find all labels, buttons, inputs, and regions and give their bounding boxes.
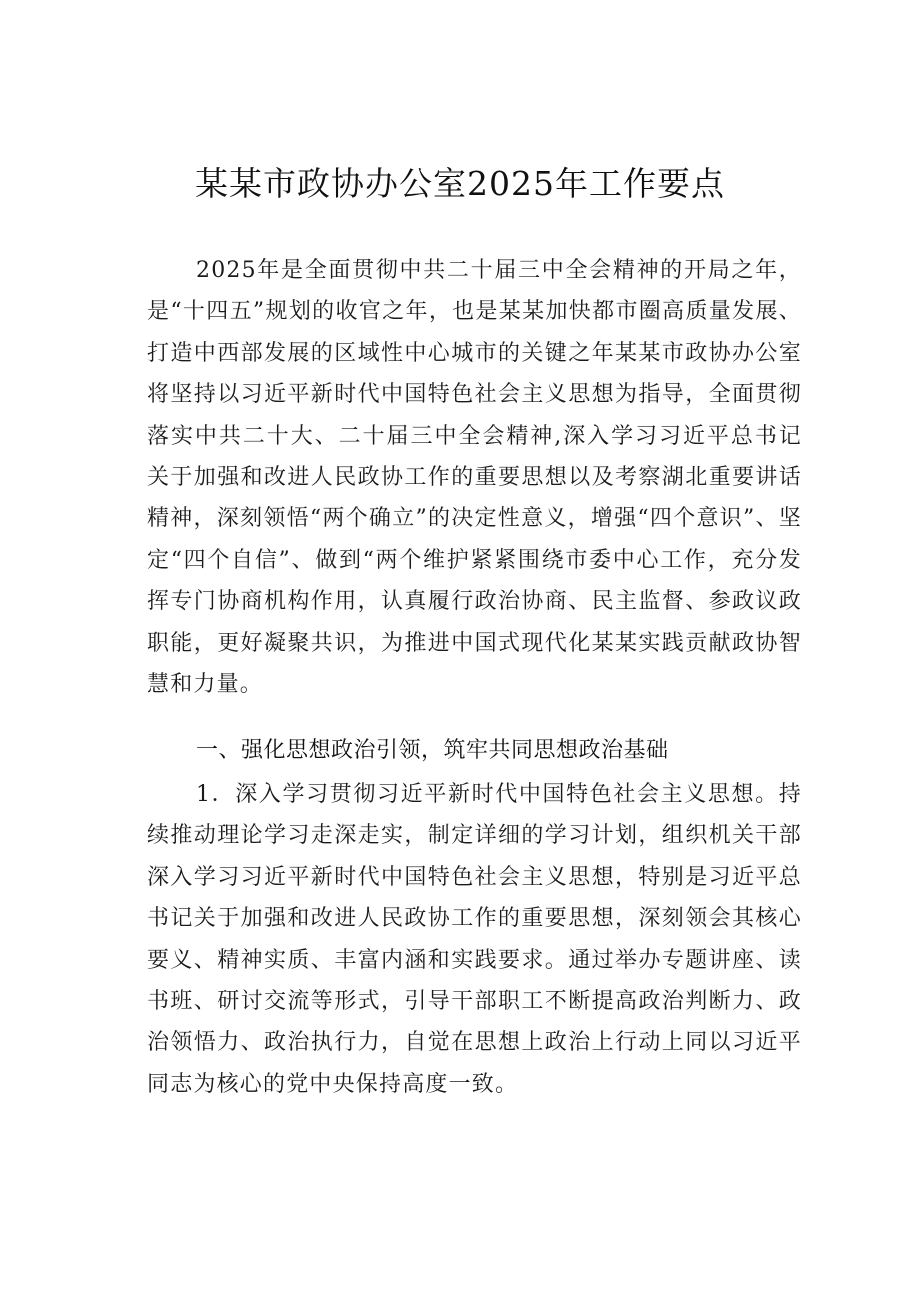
section-heading: 一、强化思想政治引领，筑牢共同思想政治基础 (196, 738, 669, 763)
item-text: 1．深入学习贯彻习近平新时代中国特色社会主义思想。持续推动理论学习走深走实，制定详细的学习计划，组织机关干部深入学习习近平新时代中国特色社会主义思想，特别是习近平总书记关于加强和改进人民政协工作的重要思想，深刻领会其核心要义、精神实质、丰富内涵和实践要求。通过举办专题讲座、读书班、研讨交流等形式，引导干部职工不断提高政治判断力、政治领悟力、政治执行力，自觉在思想上政治上行动上同以习近平同志为核心的党中央保持高度一致。 (147, 782, 802, 1097)
intro-paragraph (147, 250, 802, 705)
intro-text: 2025年是全面贯彻中共二十届三中全会精神的开局之年，是“十四五”规划的收官之年，也是某某加快都市圈高质量发展、打造中西部发展的区域性中心城市的关键之年某某市政协办公室将坚持以习近平新时代中国特色社会主义思想为指导，全面贯彻落实中共二十大、二十届三中全会精神,深入学习习近平总书记关于加强和改进人民政协工作的重要思想以及考察湖北重要讲话精神，深刻领悟“两个确立”的决定性意义，增强“四个意识”、坚定“四个自信”、做到“两个维护紧紧围绕市委中心工作，充分发挥专门协商机构作用，认真履行政治协商、民主监督、参政议政职能，更好凝聚共识，为推进中国式现代化某某实践贡献政协智慧和力量。 (147, 258, 802, 698)
document-title: 某某市政协办公室2025年工作要点 (195, 164, 725, 203)
item-paragraph (147, 774, 802, 1105)
